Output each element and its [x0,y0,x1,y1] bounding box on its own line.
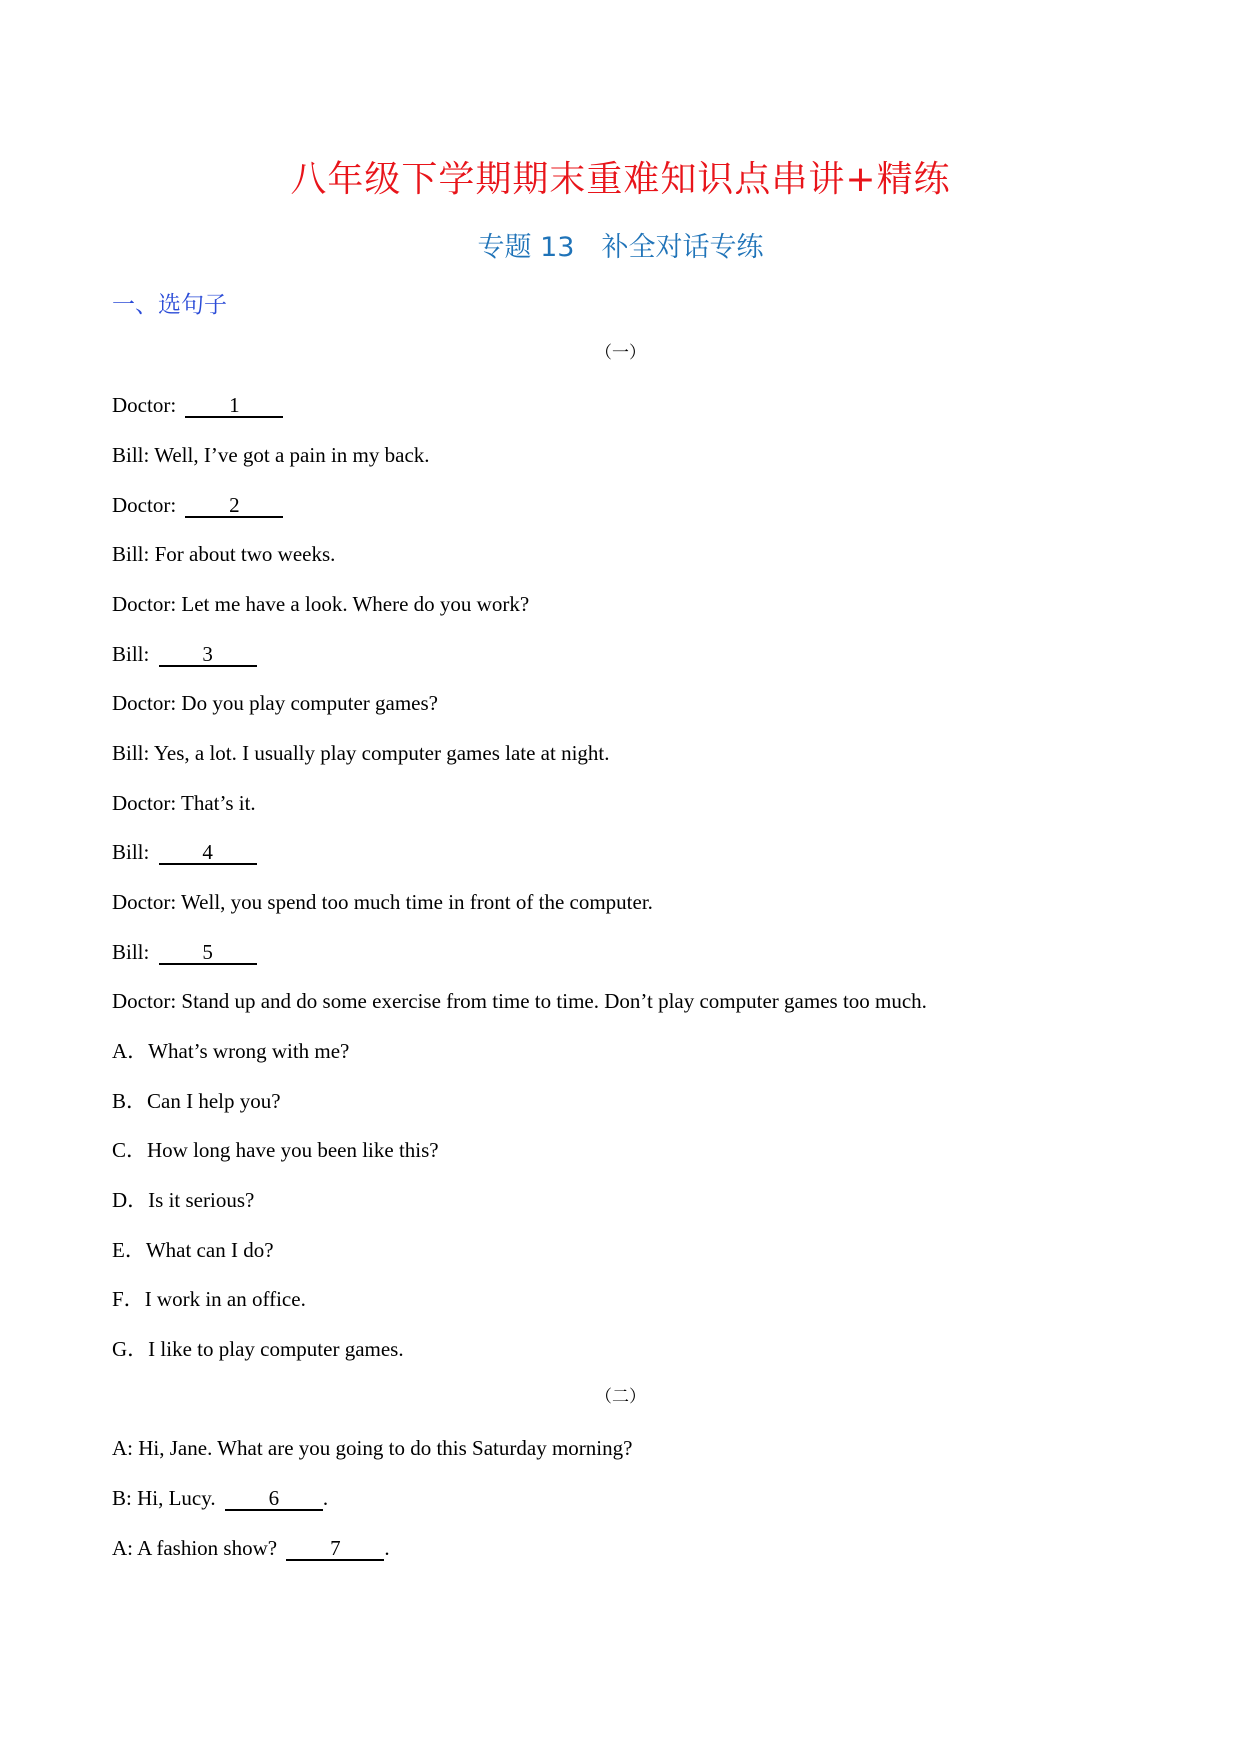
option-text: Can I help you? [147,1089,281,1113]
dialogue-line [112,639,257,669]
option-text: How long have you been like this? [147,1138,439,1162]
option-item [112,1036,349,1066]
dialogue-line [112,390,283,420]
dialogue-line: Doctor: Let me have a look. Where do you work? [112,592,530,616]
dialogue-line [112,1483,328,1513]
option-text: I work in an office. [144,1287,306,1311]
dialogue-line: Bill: Yes, a lot. I usually play computer games late at night. [112,741,610,765]
speaker-label: Doctor: [112,393,177,417]
dialogue-line: A: Hi, Jane. What are you going to do this Saturday morning? [112,1436,633,1460]
option-item [112,1185,254,1215]
answer-blank[interactable]: 3 [159,643,257,667]
answer-blank[interactable]: 1 [185,394,283,418]
option-letter: F． [112,1287,145,1311]
speaker-label: B: Hi, Lucy. [112,1486,216,1510]
dialogue-line: Bill: For about two weeks. [112,542,336,566]
option-letter: G． [112,1337,149,1361]
option-letter: C． [112,1138,148,1162]
option-letter: B． [112,1089,148,1113]
speaker-label: Bill: [112,642,150,666]
document-subtitle: 专题 13 补全对话专练 [477,232,764,263]
option-letter: E． [112,1238,146,1262]
line-end: . [322,1486,329,1510]
speaker-label: Bill: [112,940,150,964]
dialogue-line: Doctor: That’s it. [112,791,256,815]
dialogue-line: Doctor: Stand up and do some exercise from time to time. Don’t play computer games too much. [112,989,927,1013]
dialogue-line [112,1533,390,1563]
option-item [112,1235,274,1265]
dialogue-line: Doctor: Do you play computer games? [112,691,438,715]
option-text: Is it serious? [148,1188,255,1212]
answer-blank[interactable]: 7 [286,1537,384,1561]
answer-blank[interactable]: 6 [225,1487,323,1511]
group-1-mark: （一） [595,343,646,363]
dialogue-line [112,837,257,867]
answer-blank[interactable]: 5 [159,941,257,965]
answer-blank[interactable]: 2 [185,494,283,518]
document-title: 八年级下学期期末重难知识点串讲+精练 [290,159,951,200]
group-2-mark: （二） [595,1387,646,1407]
section-heading: 一、选句子 [112,292,227,318]
dialogue-line [112,490,283,520]
answer-blank[interactable]: 4 [159,841,257,865]
speaker-label: A: A fashion show? [112,1536,278,1560]
speaker-label: Doctor: [112,493,177,517]
option-letter: A． [112,1039,149,1063]
option-item [112,1135,439,1165]
option-text: What’s wrong with me? [148,1039,350,1063]
dialogue-line [112,937,257,967]
option-letter: D． [112,1188,149,1212]
dialogue-line: Bill: Well, I’ve got a pain in my back. [112,443,430,467]
dialogue-line: Doctor: Well, you spend too much time in front of the computer. [112,890,653,914]
option-item [112,1284,306,1314]
option-item [112,1086,281,1116]
line-end: . [384,1536,390,1560]
option-text: What can I do? [145,1238,274,1262]
option-item [112,1334,404,1364]
option-text: I like to play computer games. [148,1337,404,1361]
speaker-label: Bill: [112,840,150,864]
